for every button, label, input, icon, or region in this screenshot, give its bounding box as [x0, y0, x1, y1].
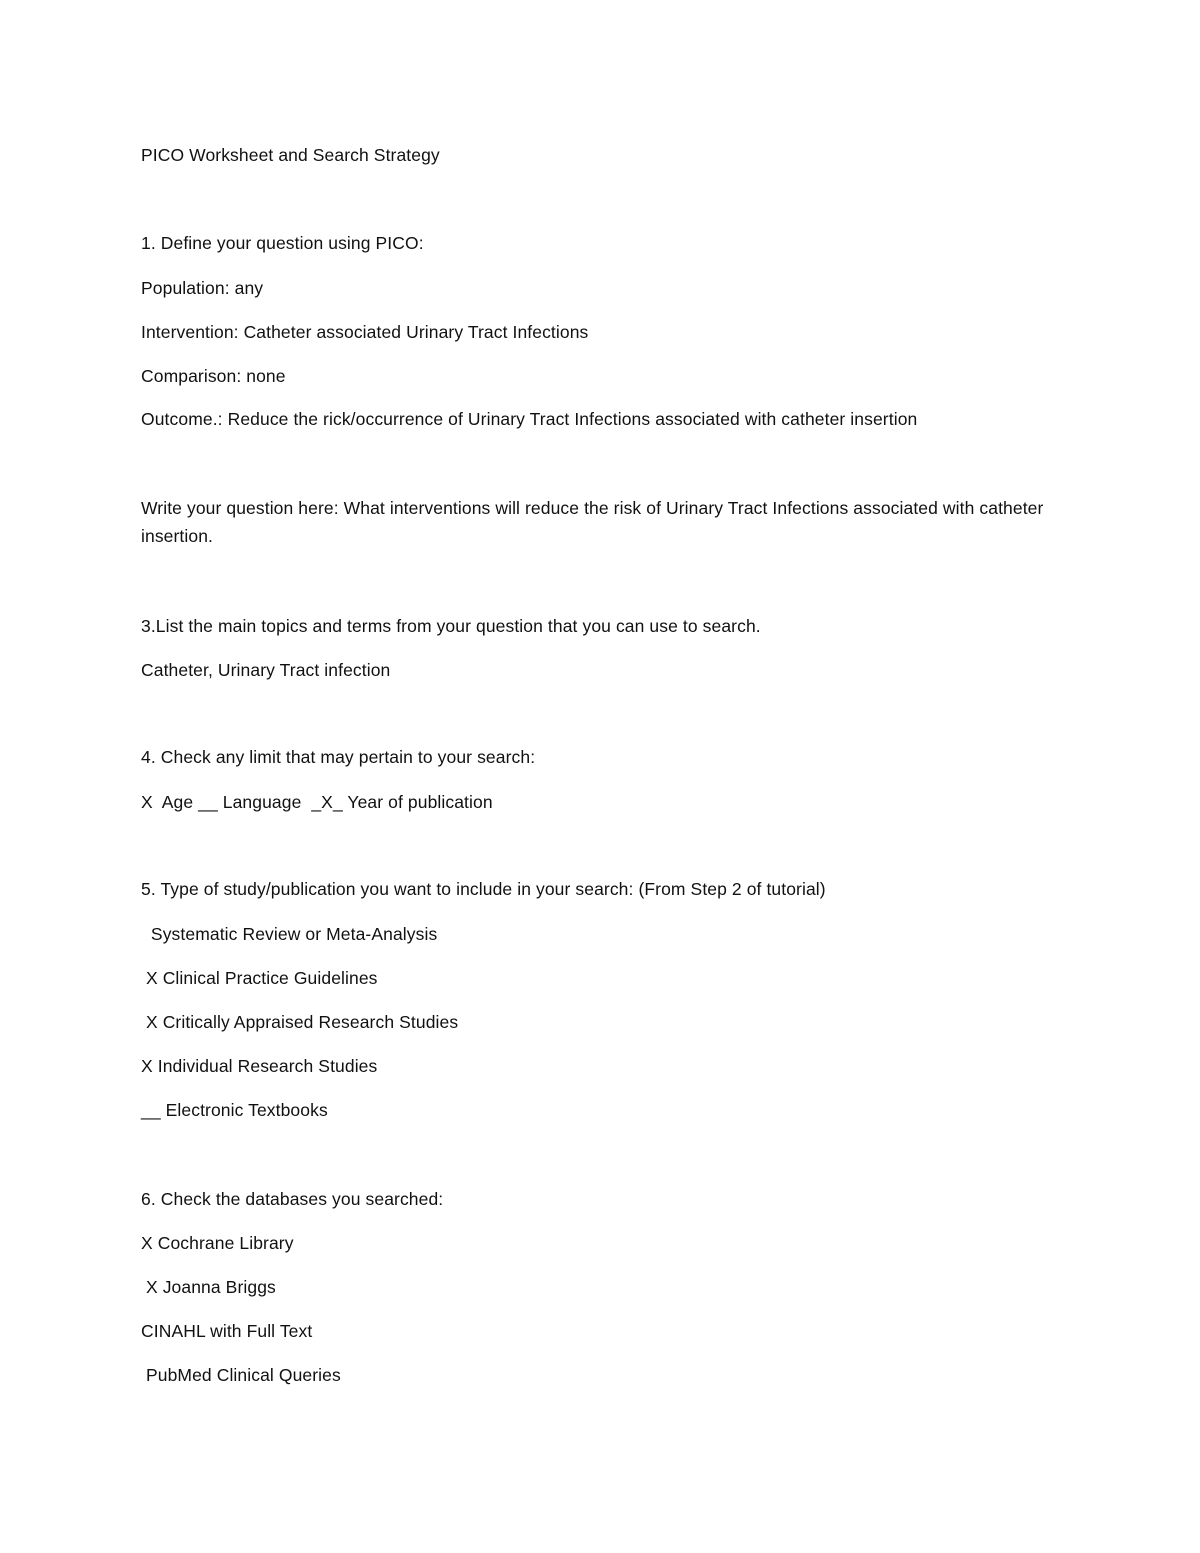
- outcome-line: Outcome.: Reduce the rick/occurrence of Urinary Tract Infections associated with catheter insertion: [141, 409, 918, 429]
- search-terms-line: Catheter, Urinary Tract infection: [141, 660, 391, 680]
- database-item: CINAHL with Full Text: [141, 1321, 313, 1341]
- section-5-heading: 5. Type of study/publication you want to include in your search: (From Step 2 of tutorial): [141, 879, 826, 899]
- study-type-item: __ Electronic Textbooks: [141, 1100, 328, 1120]
- limits-line: X Age __ Language _X_ Year of publication: [141, 792, 493, 812]
- database-item: X Cochrane Library: [141, 1233, 294, 1253]
- population-line: Population: any: [141, 278, 264, 298]
- section-1-heading: 1. Define your question using PICO:: [141, 233, 424, 253]
- study-type-item: X Critically Appraised Research Studies: [141, 1012, 459, 1032]
- study-type-item: X Clinical Practice Guidelines: [141, 968, 378, 988]
- question-paragraph: Write your question here: What interventions will reduce the risk of Urinary Tract Infections associated with catheter insertion.: [141, 498, 1044, 546]
- study-type-item: X Individual Research Studies: [141, 1056, 378, 1076]
- document-title: PICO Worksheet and Search Strategy: [141, 145, 440, 165]
- section-6-heading: 6. Check the databases you searched:: [141, 1189, 444, 1209]
- database-item: PubMed Clinical Queries: [141, 1365, 341, 1385]
- database-item: X Joanna Briggs: [141, 1277, 276, 1297]
- section-3-heading: 3.List the main topics and terms from your question that you can use to search.: [141, 616, 761, 636]
- section-4-heading: 4. Check any limit that may pertain to your search:: [141, 747, 536, 767]
- intervention-line: Intervention: Catheter associated Urinary Tract Infections: [141, 322, 589, 342]
- study-type-item: Systematic Review or Meta-Analysis: [141, 924, 438, 944]
- comparison-line: Comparison: none: [141, 366, 286, 386]
